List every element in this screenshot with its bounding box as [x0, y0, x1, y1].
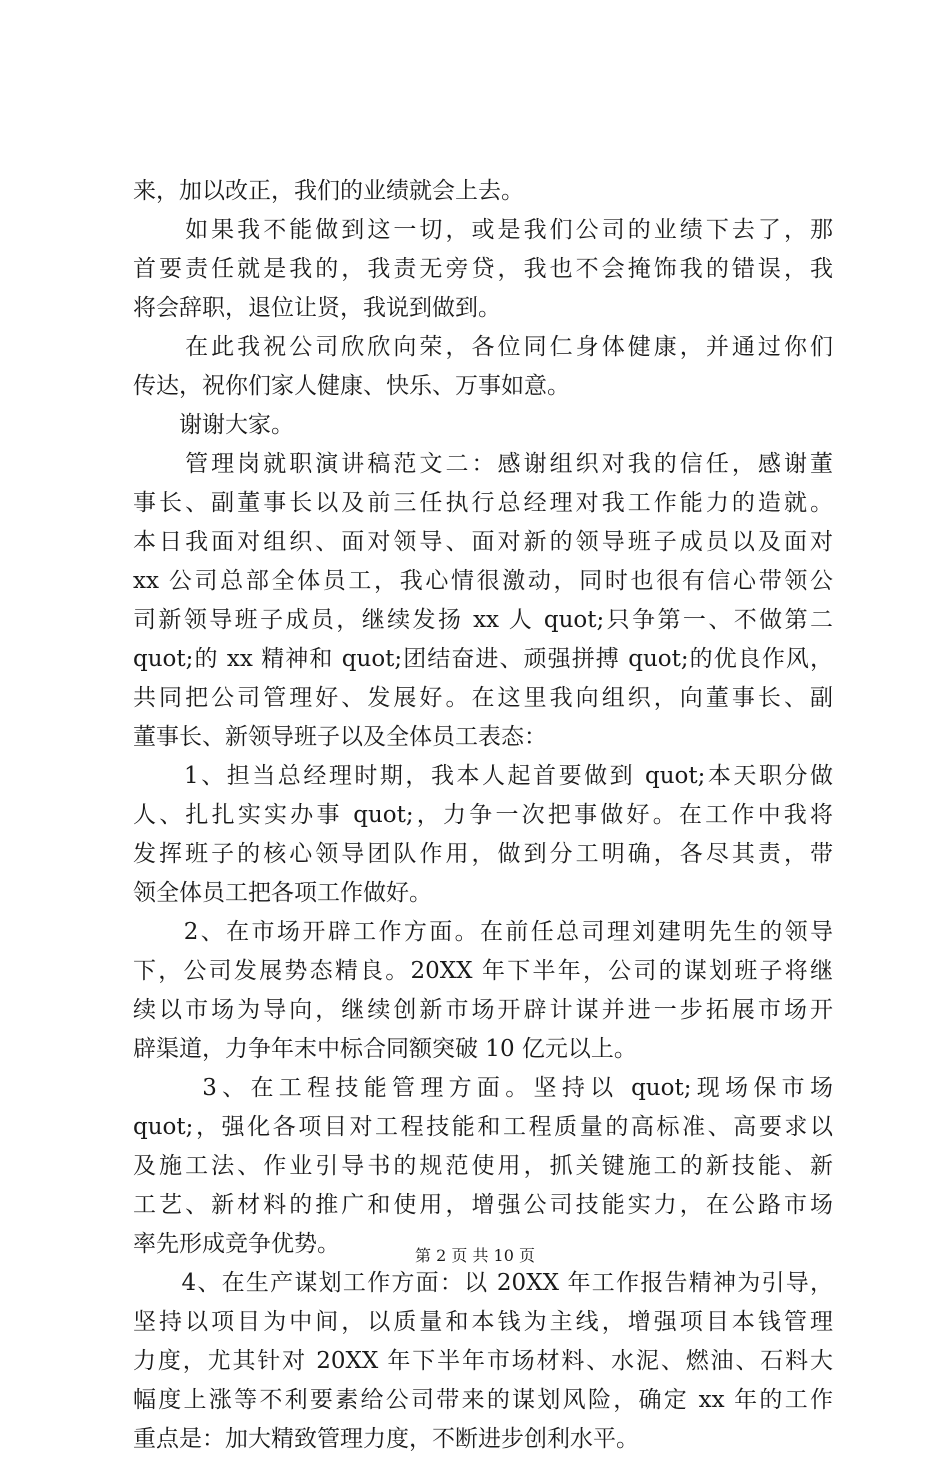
- text-line: 3、在工程技能管理方面。坚持以 quot;现场保市场: [133, 1075, 833, 1101]
- text-line: 如果我不能做到这一切，或是我们公司的业绩下去了，那: [133, 217, 833, 243]
- text-line: quot;，强化各项目对工程技能和工程质量的高标准、高要求以: [133, 1114, 833, 1140]
- text-line: 领全体员工把各项工作做好。: [133, 880, 432, 906]
- text-line: 1、担当总经理时期，我本人起首要做到 quot;本天职分做: [133, 763, 833, 789]
- text-line: xx 公司总部全体员工，我心情很激动，同时也很有信心带领公: [133, 568, 833, 594]
- text-line: 谢谢大家。: [133, 412, 294, 438]
- text-line: 重点是：加大精致管理力度，不断进步创利水平。: [133, 1426, 639, 1452]
- text-line: 传达，祝你们家人健康、快乐、万事如意。: [133, 373, 570, 399]
- text-line: 力度，尤其针对 20XX 年下半年市场材料、水泥、燃油、石料大: [133, 1348, 833, 1374]
- text-line: 来，加以改正，我们的业绩就会上去。: [133, 178, 524, 204]
- text-line: 事长、副董事长以及前三任执行总经理对我工作能力的造就。: [133, 490, 833, 516]
- text-line: 管理岗就职演讲稿范文二：感谢组织对我的信任，感谢董: [133, 451, 833, 477]
- text-line: 坚持以项目为中间，以质量和本钱为主线，增强项目本钱管理: [133, 1309, 833, 1335]
- text-line: 2、在市场开辟工作方面。在前任总司理刘建明先生的领导: [133, 919, 833, 945]
- text-line: 共同把公司管理好、发展好。在这里我向组织，向董事长、副: [133, 685, 833, 711]
- text-line: 发挥班子的核心领导团队作用，做到分工明确，各尽其责，带: [133, 841, 833, 867]
- text-line: 人、扎扎实实办事 quot;，力争一次把事做好。在工作中我将: [133, 802, 833, 828]
- text-line: 续以市场为导向，继续创新市场开辟计谋并进一步拓展市场开: [133, 997, 833, 1023]
- page-footer: [0, 1244, 950, 1268]
- text-line: 率先形成竞争优势。: [133, 1231, 340, 1257]
- text-line: 将会辞职，退位让贤，我说到做到。: [133, 295, 501, 321]
- text-line: 司新领导班子成员，继续发扬 xx 人 quot;只争第一、不做第二: [133, 607, 833, 633]
- text-line: 工艺、新材料的推广和使用，增强公司技能实力，在公路市场: [133, 1192, 833, 1218]
- text-line: 董事长、新领导班子以及全体员工表态：: [133, 724, 547, 750]
- text-line: 及施工法、作业引导书的规范使用，抓关键施工的新技能、新: [133, 1153, 833, 1179]
- text-line: 在此我祝公司欣欣向荣，各位同仁身体健康，并通过你们: [133, 334, 833, 360]
- text-line: 首要责任就是我的，我责无旁贷，我也不会掩饰我的错误，我: [133, 256, 833, 282]
- page-number: 第 2 页 共 10 页: [415, 1246, 535, 1265]
- text-line: 下，公司发展势态精良。20XX 年下半年，公司的谋划班子将继: [133, 958, 833, 984]
- text-line: 辟渠道，力争年末中标合同额突破 10 亿元以上。: [133, 1036, 637, 1062]
- text-line: 4、在生产谋划工作方面：以 20XX 年工作报告精神为引导，: [133, 1270, 833, 1296]
- text-line: 本日我面对组织、面对领导、面对新的领导班子成员以及面对: [133, 529, 833, 555]
- text-line: quot;的 xx 精神和 quot;团结奋进、顽强拼搏 quot;的优良作风，: [133, 646, 833, 672]
- text-line: 幅度上涨等不利要素给公司带来的谋划风险，确定 xx 年的工作: [133, 1387, 833, 1413]
